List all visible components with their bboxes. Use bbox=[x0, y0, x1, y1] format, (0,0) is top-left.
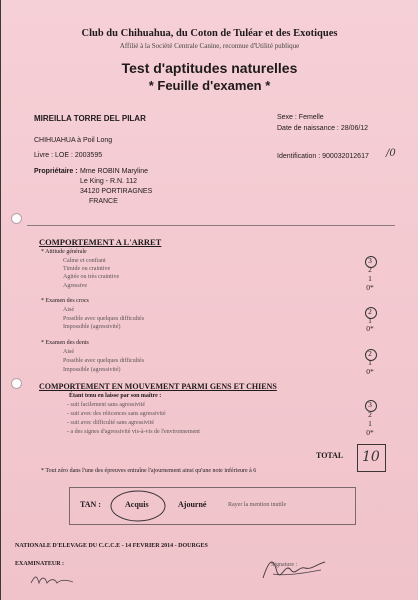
event-line: NATIONALE D'ELEVAGE DU C.C.C.E - 14 FEVRIER 2014 - DOURGES bbox=[15, 543, 208, 549]
dents-score-1: 2 bbox=[368, 349, 372, 358]
section-mouvement-title: COMPORTEMENT EN MOUVEMENT PARMI GENS ET CHIENS bbox=[39, 382, 277, 391]
page-title: Test d'aptitudes naturelles bbox=[121, 60, 298, 76]
dents-score-2: 1 bbox=[368, 358, 372, 367]
group-crocs-heading: * Examen des crocs bbox=[41, 298, 89, 304]
club-affiliation: Affilié à la Société Centrale Canine, reconnue d'Utilité publique bbox=[119, 42, 300, 50]
mouvement-score-1: 3 bbox=[368, 400, 372, 409]
owner-label: Propriétaire : bbox=[34, 168, 78, 175]
mouvement-intro: Étant tenu en laisse par son maître : bbox=[69, 393, 162, 399]
result-ajourne: Ajourné bbox=[178, 500, 207, 509]
owner-country: FRANCE bbox=[89, 198, 118, 205]
dog-name: MIREILLA TORRE DEL PILAR bbox=[34, 114, 146, 123]
dents-item-3: Impossible (agressivité) bbox=[63, 367, 121, 373]
attitude-score-3: 1 bbox=[368, 274, 372, 283]
examiner-signature-scribble bbox=[259, 552, 329, 586]
signature-label: Signature : bbox=[271, 562, 298, 568]
owner-address-line1: Le King - R.N. 112 bbox=[80, 178, 138, 185]
dog-lof: Livre : LOE : 2003595 bbox=[34, 152, 103, 159]
group-dents-heading: * Examen des dents bbox=[41, 340, 89, 346]
owner-name: Mme ROBIN Maryline bbox=[80, 168, 149, 175]
result-note: Rayer la mention inutile bbox=[228, 502, 287, 508]
page-subtitle: * Feuille d'examen * bbox=[148, 78, 271, 93]
crocs-score-3: 0* bbox=[366, 324, 374, 333]
dents-score-3: 0* bbox=[366, 367, 374, 376]
total-value: 10 bbox=[362, 449, 380, 465]
mouvement-item-1: - suit facilement sans agressivité bbox=[67, 402, 145, 408]
group-attitude-heading: * Attitude générale bbox=[41, 249, 87, 255]
attitude-item-3: Agitée ou très craintive bbox=[63, 274, 120, 280]
dents-item-2: Possible avec quelques difficultés bbox=[63, 358, 145, 364]
crocs-score-2: 1 bbox=[368, 316, 372, 325]
punch-hole-bottom bbox=[11, 378, 22, 389]
identification-handwritten-mark: /0 bbox=[386, 148, 396, 159]
examiner-handwritten-name bbox=[29, 571, 75, 589]
attitude-score-1: 3 bbox=[368, 256, 372, 265]
dents-item-1: Aisé bbox=[63, 349, 74, 355]
club-name: Club du Chihuahua, du Coton de Tuléar et des Exotiques bbox=[81, 28, 338, 39]
total-label: TOTAL bbox=[316, 451, 344, 460]
crocs-score-1: 2 bbox=[368, 307, 372, 316]
footnote: * Tout zéro dans l'une des épreuves entraîne l'ajournement ainsi qu'une note inférieure à 6 bbox=[41, 468, 257, 474]
attitude-score-4: 0* bbox=[366, 283, 374, 292]
dog-birthdate: Date de naissance : 28/06/12 bbox=[277, 125, 369, 132]
mouvement-score-2: 2 bbox=[368, 410, 372, 419]
mouvement-item-3: - suit avec difficulté sans agressivité bbox=[67, 420, 155, 426]
crocs-item-2: Possible avec quelques difficultés bbox=[63, 316, 145, 322]
attitude-item-1: Calme et confiant bbox=[63, 258, 106, 264]
tan-label: TAN : bbox=[80, 500, 101, 509]
dog-breed: CHIHUAHUA à Poil Long bbox=[34, 137, 113, 144]
divider-top bbox=[27, 225, 395, 226]
crocs-item-3: Impossible (agressivité) bbox=[63, 324, 121, 330]
attitude-score-2: 2 bbox=[368, 265, 372, 274]
attitude-item-4: Agressive bbox=[63, 283, 87, 289]
punch-hole-top bbox=[11, 213, 22, 224]
section-arret-title: COMPORTEMENT A L'ARRET bbox=[39, 237, 162, 247]
attitude-item-2: Timide ou craintive bbox=[63, 266, 111, 272]
exam-sheet bbox=[1, 0, 418, 600]
dog-sex: Sexe : Femelle bbox=[277, 114, 324, 121]
mouvement-item-4: - a des signes d'agressivité vis-à-vis de l'environnement bbox=[67, 429, 200, 435]
mouvement-score-3: 1 bbox=[368, 419, 372, 428]
dog-identification: Identification : 900032012617 bbox=[277, 153, 369, 160]
result-acquis: Acquis bbox=[125, 500, 149, 509]
examiner-label: EXAMINATEUR : bbox=[15, 561, 65, 567]
mouvement-item-2: - suit avec des réticences sans agressivité bbox=[67, 411, 166, 417]
mouvement-score-4: 0* bbox=[366, 428, 374, 437]
owner-address-line2: 34120 PORTIRAGNES bbox=[80, 188, 153, 195]
acquis-circle-mark bbox=[109, 489, 167, 523]
crocs-item-1: Aisé bbox=[63, 307, 74, 313]
